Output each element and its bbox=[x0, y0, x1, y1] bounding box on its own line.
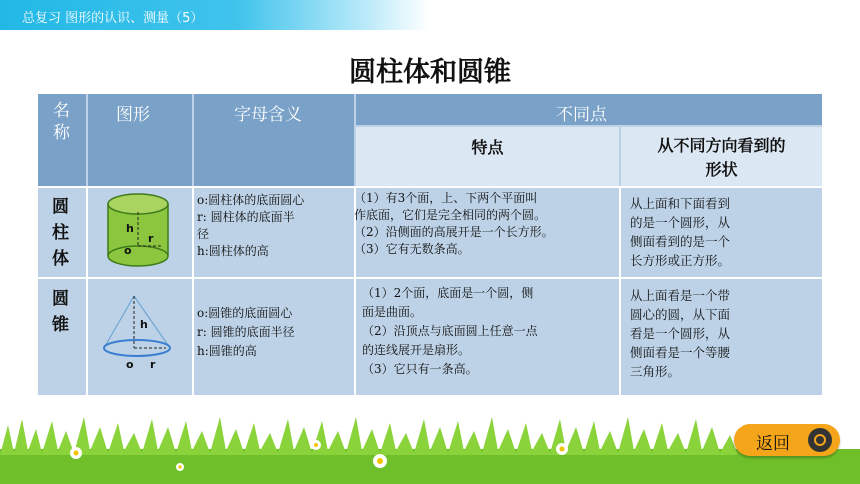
cone-view: 从上面看是一个带 圆心的圆，从下面 看是一个圆形，从 侧面看是一个等腰 三角形。 bbox=[630, 288, 731, 379]
row-name-cylinder: 圆 柱 体 bbox=[52, 197, 69, 269]
header-view: 从不同方向看到的 形状 bbox=[657, 136, 786, 179]
cone-label-r: r bbox=[150, 358, 156, 371]
cone-label-o: o bbox=[126, 358, 134, 371]
cone-figure bbox=[100, 290, 188, 372]
back-button[interactable] bbox=[734, 424, 840, 456]
header-figure: 图形 bbox=[116, 105, 150, 125]
top-banner bbox=[0, 0, 430, 30]
breadcrumb: 总复习 图形的认识、测量（5） bbox=[22, 11, 204, 26]
cylinder-figure bbox=[102, 188, 182, 274]
cylinder-label-r: r bbox=[148, 232, 154, 245]
header-meaning-cell bbox=[194, 94, 354, 186]
header-diff: 不同点 bbox=[556, 105, 607, 125]
header-figure-cell bbox=[88, 94, 192, 186]
header-feature: 特点 bbox=[471, 138, 504, 157]
cylinder-meaning: o:圆柱体的底面圆心 r: 圆柱体的底面半 径 h:圆柱体的高 bbox=[197, 193, 305, 258]
cylinder-label-o: o bbox=[124, 244, 132, 257]
col-divider bbox=[192, 186, 194, 395]
back-button-label: 返回 bbox=[756, 434, 790, 454]
header-feature-cell bbox=[356, 127, 619, 186]
header-view-cell bbox=[621, 127, 822, 186]
cone-meaning: o:圆锥的底面圆心 r: 圆锥的底面半径 h:圆锥的高 bbox=[197, 306, 295, 358]
header-name-cell bbox=[38, 94, 86, 186]
comparison-table bbox=[38, 94, 822, 395]
row-divider bbox=[38, 277, 822, 279]
header-diff-cell bbox=[356, 94, 822, 125]
cone-label-h: h bbox=[140, 318, 148, 331]
cylinder-view: 从上面和下面看到 的是一个圆形，从 侧面看到的是一个 长方形或正方形。 bbox=[630, 196, 731, 268]
col-divider bbox=[619, 186, 621, 395]
cylinder-feature: （1）有3个面，上、下两个平面叫 作底面，它们是完全相同的两个圆。 （2）沿侧面的高展开是一个长方形。 （3）它有无数条高。 bbox=[354, 191, 554, 256]
cone-feature: （1）2个面，底面是一个圆，侧 面是曲面。 （2）沿顶点与底面圆上任意一点 的连线展开是扇形。 （3）它只有一条高。 bbox=[362, 286, 538, 376]
grass-decoration bbox=[0, 415, 860, 484]
search-icon bbox=[808, 428, 832, 452]
header-name: 名 称 bbox=[53, 101, 70, 143]
col-divider bbox=[86, 186, 88, 395]
header-meaning: 字母含义 bbox=[234, 105, 302, 125]
cylinder-label-h: h bbox=[126, 222, 134, 235]
page-title: 圆柱体和圆锥 bbox=[349, 57, 511, 88]
row-name-cone: 圆 锥 bbox=[52, 289, 69, 335]
